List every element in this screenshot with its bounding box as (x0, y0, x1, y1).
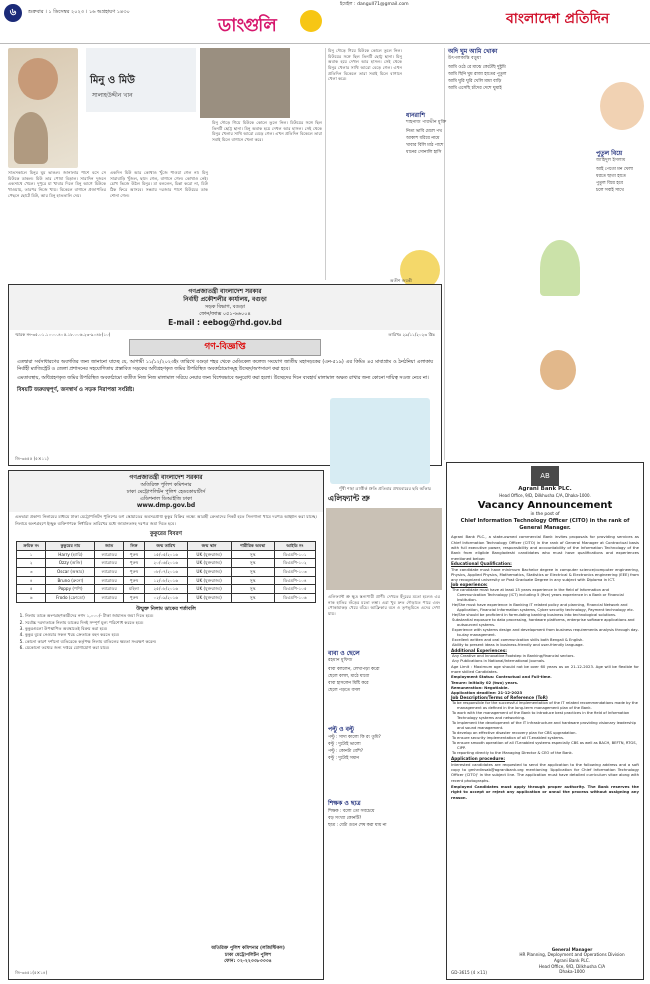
poem-title: অদি ঘুম আমি খোকা (448, 48, 498, 55)
column-divider (325, 48, 326, 280)
table-cell: ১ (17, 550, 46, 559)
poem-line: বল্টু : দুটোই সমান (328, 756, 360, 762)
poem-author: রহমান মুফিজ (328, 658, 353, 664)
table-cell: Ozzy (অজি) (46, 559, 95, 568)
table-cell: UK (যুক্তরাজ্য) (187, 593, 231, 602)
elephant-shrew-text: এলিফ্যান্ট শ্রু ক্ষুদ্র স্তন্যপায়ী প্রাণী। দেখতে ইঁদুরের মতো হলেও এর নাক হাতির শুঁড়ের মতো লম্বা। এরা খুব দ্রুত দৌড়াতে পারে এবং পোকামাকড় খেয়ে বাঁচে। আফ্রিকার বনে ও তৃণভূমিতে এদের দেখা যায়। (328, 594, 440, 617)
dog-table-title: কুকুরের বিবরণ (150, 531, 182, 538)
poem-title: শিক্ষক ও ছাত্র (328, 800, 361, 807)
table-cell: ২৫/০৮/২০১৬ (144, 585, 187, 594)
vacancy-title: Vacancy Announcement (477, 499, 613, 511)
section-logo: ডাংগুলি (218, 15, 276, 36)
procedure-heading: Application procedure: (451, 755, 505, 761)
gov-website: www.dmp.gov.bd (136, 502, 196, 510)
table-row (17, 576, 316, 585)
list-item: Any Creative and Innovative Footstep in Banking/financial sectors. (452, 653, 575, 658)
deadline: Application deadline: 21-12-2023 (451, 690, 523, 696)
list-item: Ability to present ideas in business-friendly and user-friendly language. (452, 642, 584, 647)
table-cell: ডিএমপি-১০৪ (274, 576, 315, 585)
story-text-2: একদিন মিউ আর কোথাও খুঁজে পাওয়া গেল না। মিনু সারাবাড়ি খুঁজল, ছাদে গেল, বাগানে গেল। কোথাও নেই। চোখ ভিজে উঠল মিনুর। মা বললেন, চিন্তা করো না, মিউ ঠিক ফিরে আসবে। সন্ধ্যায় দরজার পাশে মিউয়ের ডাক শোনা গেল। (110, 170, 208, 198)
cats-photo (200, 48, 290, 118)
table-cell: Poppy (পপি) (46, 585, 95, 594)
list-item: To implement the development of the IT infrastructure and hardware providing visionary leadership and sound management. (452, 721, 636, 731)
col-header: শারীরিক অবস্থা (231, 541, 274, 550)
elephant-shrew-photo (326, 508, 442, 590)
poem-title: পল্টু ও বল্টু (328, 726, 354, 733)
age-limit: Age Limit : Maximum age should not be over 60 years as on 21-12-2023. Age will be flexible for more skilled Candidates. (451, 663, 639, 674)
illustrator-credit: অতীশ জয়ন্তী (390, 278, 413, 283)
list-item: To develop an effective disaster recovery plan for CBS upgradation. (452, 731, 577, 736)
vacancy-position: Chief Information Technology Officer (CITO) in the rank of General Manager. (460, 518, 630, 532)
tenure: Tenure: Initially 02 (two) years. (451, 679, 519, 685)
list-item: To be responsible for the successful implementation of the IT related recommendations made by the management as defined in the long-term management plan of the Bank. (452, 701, 638, 711)
bank-address: Head Office, 9/D, Dilkhusha C/A, Dhaka-1000. (499, 493, 591, 499)
gov-line-3: সড়ক বিভাগ, বগুড়া (204, 304, 246, 311)
table-cell: ডিএমপি-১০৬ (274, 593, 315, 602)
list-item: 5. কোনো কারণ দর্শানো ব্যতিরেকে কর্তৃপক্ষ নিলাম বাতিলের ক্ষমতা সংরক্ষণ করেন। (25, 639, 315, 645)
gov-email: E-mail : eebog@rhd.gov.bd (168, 317, 282, 327)
poem-line: বাবা বললেন, লেখাপড়া করো (328, 667, 380, 673)
sig-bank: Agrani Bank PLC. (554, 957, 590, 963)
paper-name: বাংলাদেশ প্রতিদিন (506, 11, 610, 27)
table-cell: ডিএমপি-১০১ (274, 550, 315, 559)
table-row (17, 593, 316, 602)
poem-line: নিত্য ভাবি মেলে পথ (406, 129, 442, 135)
gov-line-4: ফোন/ফ্যাক্স ০৫১-৬৬০০৪ (199, 310, 251, 317)
list-item: To ensure smooth operation of all IT-enabled systems especially CBS as well as BACH, BEFTN, RTGS, CIPP. (452, 741, 637, 750)
drawing-caption: পুঁথী শাহা ত্রাপ্তীর্ক প্রুতি প্রতিবার প্রথমবারের ছবি আঁকার (339, 486, 431, 491)
sig-addr: Head Office, 9/D, Dilkhusha C/A (538, 963, 606, 969)
story-column-3 (212, 120, 322, 280)
paper-brand (470, 8, 646, 38)
notice-banner: গণ-বিজ্ঞপ্তি (129, 339, 321, 355)
table-cell: ৬ (17, 593, 46, 602)
list-item: 6. যেকোনো তথ্যের জন্য দপ্তরে যোগাযোগ করা যাবে। (25, 645, 315, 651)
terms-list (9, 613, 323, 651)
signature-block (183, 946, 313, 965)
poem-block-2 (406, 112, 470, 156)
ref-row (9, 330, 441, 340)
column-divider (444, 48, 445, 460)
table-cell: ৪ (17, 576, 46, 585)
dog-table (16, 541, 316, 603)
table-cell: ৫ (17, 585, 46, 594)
poem-line: পল্টু : কোনটা বেশি? (328, 749, 364, 755)
poem-block-3 (596, 150, 646, 194)
table-cell: UK (যুক্তরাজ্য) (187, 567, 231, 576)
doll-illustration (540, 350, 576, 390)
poem-line: ছেলে পড়তে বসল (328, 688, 361, 694)
table-cell: Frodo (ফ্রোডো) (46, 593, 95, 602)
table-row (17, 567, 316, 576)
table-cell: UK (যুক্তরাজ্য) (187, 559, 231, 568)
elephant-shrew-title: এলিফ্যান্ট শ্রু (328, 494, 370, 503)
gov-header (9, 471, 323, 512)
poem-title: বাবা ও ছেলে (328, 650, 360, 657)
bank-logo-icon: AB (531, 466, 559, 486)
cat-illustration (14, 112, 48, 164)
girl-illustration (18, 58, 58, 100)
gov-line-1: গণপ্রজাতন্ত্রী বাংলাদেশ সরকার (188, 288, 262, 295)
poem-line: বাবা হাসলেন মিষ্টি করে (328, 681, 369, 687)
poem-line: ধানের সোনালি হাসি (406, 150, 442, 156)
poem-line: ধরতে ছাতা হাতে (596, 174, 626, 180)
list-item: 4. কুকুর বুঝে নেওয়ার সকল খরচ ক্রেতাকে বহন করতে হবে। (25, 632, 315, 638)
police-notice-body: এতদ্বারা প্রকাশ্য নিলামের মাধ্যমে ঢাকা মেট্রোপলিটন পুলিশের ডগ স্কোয়াডের অবসরপ্রাপ্ত কুকুর বিক্রির লক্ষ্যে আগ্রহী ক্রেতাদের নিকট হতে সিলগালা খামে দরপত্র আহ্বান করা যাচ্ছে। নিলামে অংশগ্রহণে ইচ্ছুক ব্যক্তিগণকে নির্ধারিত তারিখের মধ্যে জামানতসহ দরপত্র জমা দিতে হবে। (15, 514, 317, 526)
col-header: জন্ম স্থান (187, 541, 231, 550)
remuneration: Remuneration: Negotiable. (451, 684, 509, 690)
gd-code: জি-৩৬৫৫ (৫×১১) (15, 456, 49, 462)
elephant-shrew-block (328, 494, 440, 505)
table-cell: ল্যাব্রাডর (95, 593, 124, 602)
table-cell: ডিএমপি-১০২ (274, 559, 315, 568)
bank-signature (507, 947, 637, 975)
table-row (17, 585, 316, 594)
table-row (17, 559, 316, 568)
poem-line: ছেলে বলল, মাঠে যাবো (328, 674, 370, 680)
list-item: To work with the management of the Bank to introduce best practices in the field of Information Technology systems and networking. (452, 711, 630, 721)
table-row (17, 550, 316, 559)
table-cell: ১৫/০৫/২০১৬ (144, 550, 187, 559)
closing-note: Employed Candidates must apply through proper authority. The Bank reserves the right to accept or reject any application or annul the process without assigning any reason. (451, 783, 639, 800)
sig-city: Dhaka-1000 (559, 969, 585, 975)
poem-author: শাহনাজ পারভীন মুক্তি (406, 120, 447, 126)
kids-drawing (330, 398, 430, 484)
table-cell: ১২/০৮/২০১৬ (144, 576, 187, 585)
poem-line: আকাশ ধরিয়ে নামে (406, 136, 440, 142)
table-cell: ল্যাব্রাডর (95, 550, 124, 559)
poem-title: পুতুল বিয়ে (596, 150, 623, 157)
poem-line: আমি ছিনি ঘুম রাজা হাতের পুতুল (448, 72, 507, 78)
boy-illustration (600, 82, 644, 130)
table-cell: ল্যাব্রাডর (95, 576, 124, 585)
list-item: He/She must have experience in Banking IT related policy and planning, Financial Network and Application, Financial Information systems, Cyber security technology, Payment technology etc. (452, 603, 635, 613)
story-title: মিনু ও মিউ (90, 75, 135, 86)
poem-line: বড় সংখ্যা কোনটি? (328, 816, 362, 822)
sig-dept: HR Planning, Deployment and Operations Division (519, 952, 625, 958)
notice-body-3: বিষয়টি জরুরত্বপূর্ণ, জনস্বার্থ ও সড়ক নিরাপত্তা সংশ্লিষ্ট। (17, 386, 135, 393)
poem-block-6 (328, 800, 440, 829)
vacancy-intro: Agrani Bank PLC., a state-owned commercial Bank invites proposals for providing services as Chief Information Technology Officer (CITO) in the rank of General Manager at Contractual basis with full executive power, responsibility and accountability of the Information Technology of the Bank from eligible Bangladeshi candidates who must have qualifications and experiences mentioned below: (451, 534, 639, 561)
notice-body-2: এমতাবস্থায়, অধিগ্রহণকৃত জমির উপরিস্থিত অবকাঠামো ব্যতীত নিজ নিজ মালামাল সরিয়ে নেয়ার জন্য বিশেষভাবে অনুরোধ করা হলো। উচ্ছেদের দিনে ব্যবহার্য মালামাল অক্ষত রাখার জন্য কোনো দায়িত্ব সওজ নেবে না। (17, 376, 429, 382)
gov-header (9, 285, 441, 330)
list-item: Experience with systems design and development from business requirements analysis through day-to-day management. (452, 628, 639, 637)
table-cell: ডিএমপি-১০৩ (274, 567, 315, 576)
story-text-1: সাতসকালে মিনুর ঘুম ভাঙল। জানালার পাশে বসে সে মিউকে ডাকল। মিউ তার পোষা বিড়াল। সারাদিন দুজনে একসাথে খেলে। দুপুরে মা খাবার দিলে মিনু আগে মিউকে খাওয়ায়, তারপর নিজে খায়। বিকেলে বাগানে প্রজাপতির পেছনে ছোটে মিউ, আর মিনু হাততালি দেয়। (8, 170, 106, 198)
gd-code: জি-৩৬৫১(৫×১৪) (15, 970, 48, 976)
story-continued-text: মিনু দৌড়ে গিয়ে মিউকে কোলে তুলে নিল। মিউয়ের সঙ্গে ছিল তিনটি ছোট্ট ছানা। মিনু অবাক হয়ে দেখল আর হাসল। সেই থেকে মিনুর খেলার সাথি আরো বেড়ে গেল। এখন প্রতিদিন বিকেলে তারা সবাই মিলে বাগানে খেলা করে। (328, 48, 402, 82)
table-cell: সুস্থ (231, 585, 274, 594)
bank-name: Agrani Bank PLC. (518, 486, 572, 492)
tree-illustration (540, 240, 580, 296)
col-header: লিঙ্গ (123, 541, 144, 550)
table-cell: ল্যাব্রাডর (95, 567, 124, 576)
gov-line-1: গণপ্রজাতন্ত্রী বাংলাদেশ সরকার (129, 474, 203, 481)
date-line: শুক্রবার । ১ ডিসেম্বর ২০২৩ । ১৬ অগ্রহায়ণ ১৪৩০ (28, 9, 130, 15)
edu-text: The candidate must have minimum Bachelor degree in computer science/computer engineering, Physics, Applied Physics, Mathematics, Statistics or Electrical & Electronics engineering (EEE) from any recognized university or Post Graduate Degree in any subject with Diploma in ICT. (451, 566, 639, 583)
col-header: জাত (95, 541, 124, 550)
table-header-row (17, 541, 316, 550)
tor-heading: Job Description/Terms of Reference (ToR) (451, 695, 548, 701)
table-cell: ০২/০৯/২০১৬ (144, 593, 187, 602)
table-cell: Oscar (অস্কার) (46, 567, 95, 576)
gov-line-4: এডিশনাল ডিআইজি ঢাকা (140, 495, 192, 502)
gov-line-2: নির্বাহী প্রকৌশলীর কার্যালয়, বগুড়া (183, 296, 267, 304)
exp-heading: Job experience: (451, 582, 488, 588)
list-item: Excellent written and oral communication skills both Bengali & English. (452, 637, 584, 642)
table-cell: সুস্থ (231, 576, 274, 585)
list-item: 3. কুকুরগুলো উপস্থাপিত অবস্থাতেই বিক্রয় করা হবে। (25, 626, 315, 632)
col-header: জন্ম তারিখ (144, 541, 187, 550)
table-cell: পুরুষ (123, 593, 144, 602)
table-cell: ল্যাব্রাডর (95, 585, 124, 594)
poem-title: ধানরাশি (406, 112, 425, 119)
table-cell: ০৮/০৭/২০১৬ (144, 567, 187, 576)
table-cell: UK (যুক্তরাজ্য) (187, 576, 231, 585)
table-cell: ল্যাব্রাডর (95, 559, 124, 568)
list-item: Any Publications in National/International Journals. (452, 658, 546, 663)
list-item: Substantial exposure to data processing, hardware platforms, enterprise software applications and outsourced systems. (452, 618, 635, 628)
gd-code: GD-3615 (4 ×11) (451, 970, 488, 976)
poem-block-4 (328, 650, 440, 694)
sig-title: General Manager (551, 946, 593, 952)
table-cell: পুরুষ (123, 576, 144, 585)
table-cell: সুস্থ (231, 593, 274, 602)
procedure-text: Interested candidates are requested to send the application to the following address and a soft copy to gmhrdinsab@agranibank.org mentioning 'Application for Chief Information Technology Officer (CITO)' in the subject line. The application must have detailed curriculum vitae along with recent photographs. (451, 761, 639, 783)
sign-line-1: অতিরিক্ত পুলিশ কমিশনার (লজিস্টিকস) (211, 946, 285, 952)
table-cell: পুরুষ (123, 567, 144, 576)
poem-line: চলে সবাই সাথে (596, 188, 624, 194)
notice-body-1: এতদ্বারা সর্বসাধারণের অবগতির জন্য জানানো যাচ্ছে যে, আগামী ১১/১২/২০২৩ইং তারিখে বগুড়া শহর থেকে মেডিকেল কলেজ সংযোগ জাতীয় মহাসড়কের (এন-৫১৯) এর কিমিঃ ৪৫ মাবাগ্রাম ও ঠনঠনিয়া এলাকায় নির্বাহী ম্যাজিস্ট্রেট ও জেলা প্রশাসনের সহযোগিতায় প্রস্তাবিত সড়কের অধিগ্রহণকৃত জমির উপরিস্থিত অবকাঠামোসমূহ উচ্ছেদ/অপসারণ করা হবে। (17, 359, 433, 373)
gov-line-2: অতিরিক্ত পুলিশ কমিশনার (140, 482, 192, 489)
col-header: ক্রমিক নং (17, 541, 46, 550)
col-header: আইডি নং (274, 541, 315, 550)
col-header: কুকুরের নাম (46, 541, 95, 550)
masthead (0, 0, 650, 44)
poem-block-5 (328, 726, 440, 762)
edu-heading: Educational Qualification: (451, 560, 512, 566)
vacancy-subtitle: in the post of (530, 512, 560, 518)
poem-line: খাবার বিলি মাঠ পাশে (406, 143, 444, 149)
table-cell: ৩ (17, 567, 46, 576)
poem-line: আই পেতো মন খেলা (596, 167, 633, 173)
story-continued (328, 48, 402, 284)
table-cell: মহিলা (123, 585, 144, 594)
ref-date: তারিখঃ ২৯/১১/২০২৩ খ্রিঃ (388, 331, 435, 337)
table-cell: UK (যুক্তরাজ্য) (187, 550, 231, 559)
terms-title: উন্মুক্ত নিলাম ডাকের শর্তাবলি (136, 605, 196, 612)
poem-block-1 (448, 48, 544, 92)
list-item: To reporting directly to the Managing Director & CEO of the Bank. (452, 750, 573, 755)
table-cell: ডিএমপি-১০৫ (274, 585, 315, 594)
table-cell: সুস্থ (231, 559, 274, 568)
gov-notice-police (8, 470, 324, 980)
table-cell: সুস্থ (231, 550, 274, 559)
table-cell: পুরুষ (123, 559, 144, 568)
sign-phone: ফোন: ০২-২২৩৩৮৩৩৩৪ (224, 958, 272, 964)
ref-number: স্মারক নং-৩৫.০১.১০০০.৪০৫.১৮.০০৬.২৩-৯০৪৮(১০) (15, 331, 111, 337)
list-item: The candidate must have at least 15 years experience in the field of Information and Communication Technology (ICT) including 5 (five) years experience in a Bank or Financial Institution. (452, 588, 624, 603)
bank-vacancy-advert (446, 462, 644, 980)
table-cell: Harry (হ্যারি) (46, 550, 95, 559)
story-author: সালাহউদ্দীন খান (92, 92, 133, 99)
gov-line-3: ঢাকা মেট্রোপলিটন পুলিশ হেডকোয়ার্টার্স (126, 488, 206, 495)
poem-line: আমি ঘুরি ঘুরি খেলি মামা বাড়ি (448, 79, 502, 85)
poem-author: উৎপলকান্তি বড়ুয়া (448, 56, 481, 62)
poem-line: পল্টু : সাদা কালো কি রং তুমি? (328, 735, 381, 741)
story-text-3: মিনু দৌড়ে গিয়ে মিউকে কোলে তুলে নিল। মিউয়ের সঙ্গে ছিল তিনটি ছোট্ট ছানা। মিনু অবাক হয়ে দেখল আর হাসল। সেই থেকে মিনুর খেলার সাথি আরো বেড়ে গেল। এখন প্রতিদিন বিকেলে তারা সবাই মিলে বাগানে খেলা করে। (212, 120, 322, 143)
story-column-2 (110, 170, 208, 280)
table-cell: পুরুষ (123, 550, 144, 559)
story-column-1 (8, 170, 106, 280)
list-item: He/She should be proficient in formulating banking business into technological solutions. (452, 613, 617, 618)
page-number: ৬ (4, 4, 22, 22)
employment-status: Employment Status: Contractual and Full-time. (451, 674, 552, 680)
list-item: 1. নিলাম ডাকে অংশগ্রহণকারীদের নগদ ১,০০০/- টাকা জামানত জমা দিতে হবে। (25, 613, 315, 619)
poem-line: ছাত্র : যেটা গুনে শেষ করা যায় না (328, 823, 387, 829)
poem-line: বল্টু : দুটোই ভালো (328, 742, 361, 748)
list-item: To ensure security implementation of all IT-enabled systems. (452, 736, 565, 741)
table-cell: ২ (17, 559, 46, 568)
sign-line-2: ঢাকা মেট্রোপলিটন পুলিশ (224, 952, 272, 958)
table-cell: ২০/০৬/২০১৬ (144, 559, 187, 568)
poem-line: শিক্ষক : বলো তো সবচেয়ে (328, 809, 375, 815)
poem-line: পুতুল বিয়ে হবে (596, 181, 623, 187)
table-cell: Bruno (ব্রুনো) (46, 576, 95, 585)
poem-author: জাহিদুল ইসলাম (596, 158, 626, 164)
list-item: 2. সর্বোচ্চ দরদাতাকে নিলাম ডাকের দিনই সম্পূর্ণ মূল্য পরিশোধ করতে হবে। (25, 620, 315, 626)
poem-line: আমি ওঠে রে মাঝে কেটেছি দুষ্টুমি (448, 65, 506, 71)
poem-line: আমি এসেছি চাঁদের দেশে ঘুমাই (448, 86, 502, 92)
email-label: ইমেইল : dangulI71@gmail.com (340, 2, 409, 7)
additional-heading: Additional Experiences: (451, 647, 507, 653)
table-cell: UK (যুক্তরাজ্য) (187, 585, 231, 594)
table-cell: সুস্থ (231, 567, 274, 576)
